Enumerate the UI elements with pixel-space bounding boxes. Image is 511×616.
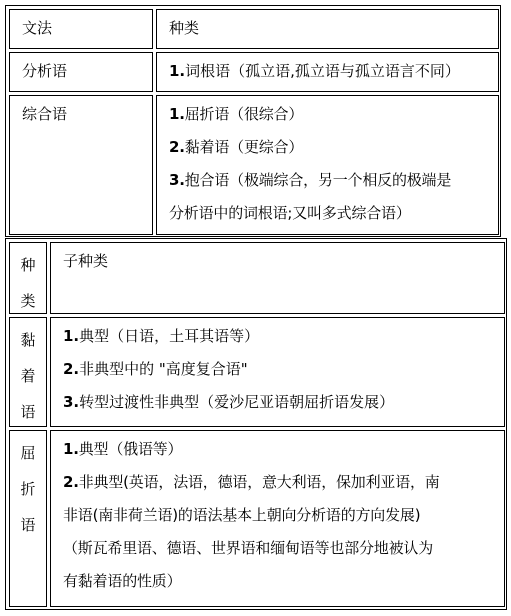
list-item: 1.典型（日语，土耳其语等） xyxy=(63,327,260,345)
header-label: 子种类 xyxy=(63,252,109,270)
table2-header-category: 种 类 xyxy=(9,242,47,314)
table1-row-analytic-items xyxy=(156,52,499,92)
grammar-type-table xyxy=(5,5,501,237)
list-item: （斯瓦希里语、德语、世界语和缅甸语等也部分地被认为 xyxy=(63,539,434,557)
list-item: 1.词根语（孤立语,孤立语与孤立语言不同） xyxy=(169,62,460,80)
list-item: 2.非典型中的 "高度复合语" xyxy=(63,360,248,378)
list-item: 非语(南非荷兰语)的语法基本上朝向分析语的方向发展) xyxy=(63,506,421,524)
subtype-table xyxy=(5,238,507,610)
row-label: 综合语 xyxy=(22,105,68,123)
table1-header-category xyxy=(156,9,499,49)
header-label: 文法 xyxy=(22,19,53,37)
list-item: 2.黏着语（更综合） xyxy=(169,138,304,156)
table2-row-agglutinative-items xyxy=(50,317,505,427)
table1-row-synthetic-name xyxy=(9,95,153,235)
header-label: 种类 xyxy=(169,19,200,37)
list-item: 有黏着语的性质） xyxy=(63,572,182,590)
table1-header-grammar xyxy=(9,9,153,49)
list-item: 1.屈折语（很综合） xyxy=(169,105,304,123)
table1-row-analytic-name xyxy=(9,52,153,92)
list-item: 2.非典型(英语，法语，德语，意大利语，保加利亚语，南 xyxy=(63,473,440,491)
list-item: 3.抱合语（极端综合，另一个相反的极端是 xyxy=(169,171,452,189)
table2-row-inflectional-name: 屈 折 语 xyxy=(9,430,47,607)
table2-row-inflectional-items xyxy=(50,430,505,607)
table2-row-agglutinative-name: 黏 着 语 xyxy=(9,317,47,427)
table1-row-synthetic-items xyxy=(156,95,499,235)
list-item: 分析语中的词根语;又叫多式综合语） xyxy=(169,204,411,222)
list-item: 3.转型过渡性非典型（爱沙尼亚语朝屈折语发展） xyxy=(63,393,395,411)
row-label: 分析语 xyxy=(22,62,68,80)
list-item: 1.典型（俄语等） xyxy=(63,440,183,458)
table2-header-subcategory xyxy=(50,242,505,314)
